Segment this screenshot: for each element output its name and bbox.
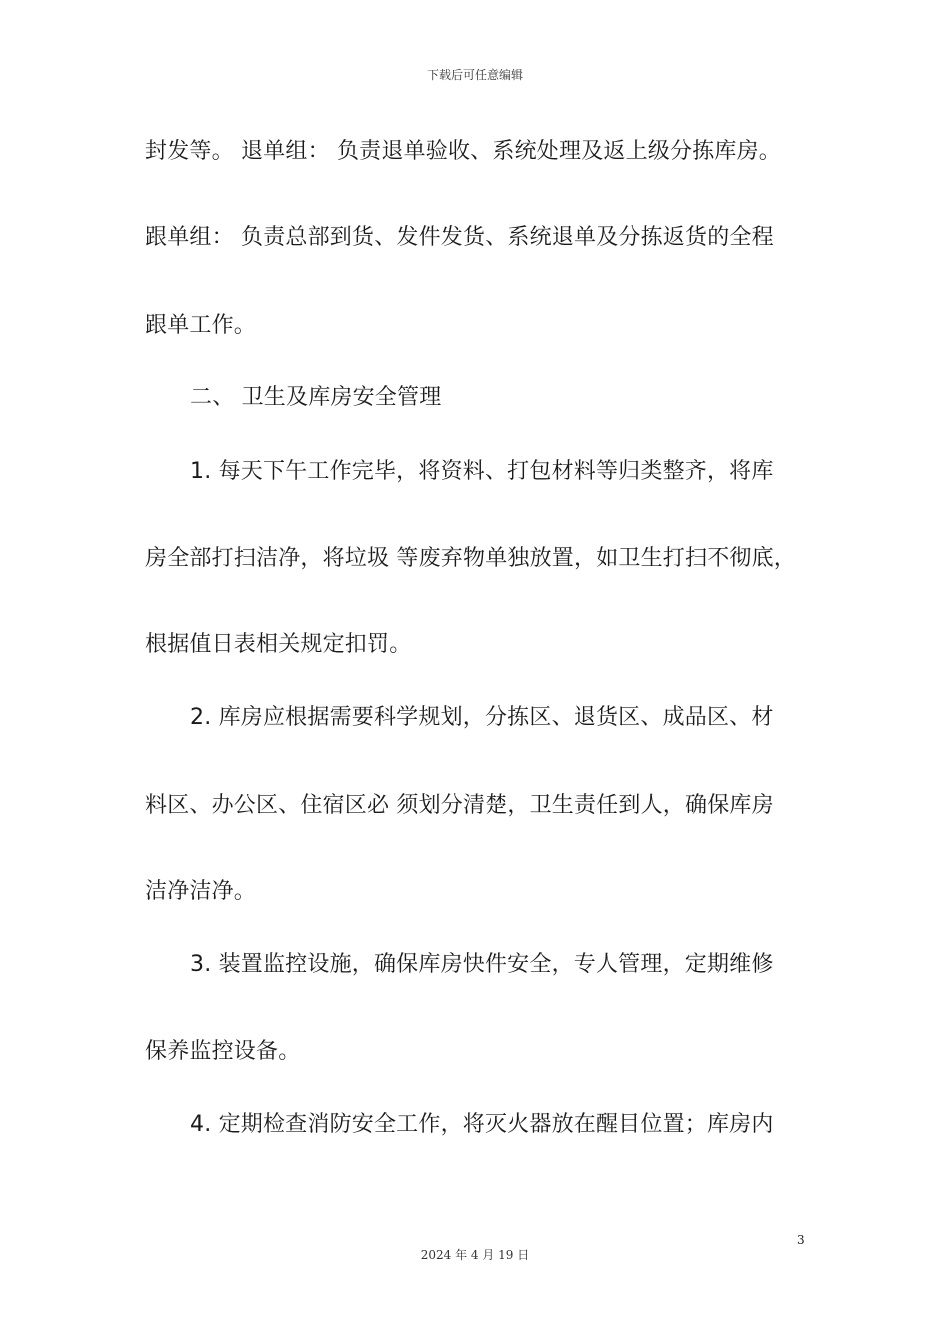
section-heading: 二、 卫生及库房安全管理	[190, 385, 442, 410]
text-line: 跟单组： 负责总部到货、发件发货、系统退单及分拣返货的全程	[145, 225, 774, 250]
text-line: 封发等。 退单组： 负责退单验收、系统处理及返上级分拣库房。	[145, 139, 781, 164]
list-item: 2. 库房应根据需要科学规划，分拣区、退货区、成品区、材	[190, 705, 774, 730]
text-line: 保养监控设备。	[145, 1039, 301, 1064]
list-item: 4. 定期检查消防安全工作，将灭火器放在醒目位置；库房内	[190, 1112, 774, 1137]
page-footer-date: 2024 年 4 月 19 日	[420, 1248, 530, 1262]
text-line: 料区、办公区、住宿区必 须划分清楚，卫生责任到人，确保库房	[145, 793, 774, 818]
page-header: 下载后可任意编辑	[426, 68, 523, 82]
list-item: 3. 装置监控设施，确保库房快件安全，专人管理，定期维修	[190, 952, 774, 977]
text-line: 跟单工作。	[145, 313, 257, 338]
text-line: 根据值日表相关规定扣罚。	[145, 632, 412, 657]
list-item: 1. 每天下午工作完毕，将资料、打包材料等归类整齐，将库	[190, 459, 774, 484]
text-line: 洁净洁净。	[145, 879, 257, 904]
page-number: 3	[797, 1233, 805, 1247]
text-line: 房全部打扫洁净，将垃圾 等废弃物单独放置，如卫生打扫不彻底，	[145, 546, 796, 571]
